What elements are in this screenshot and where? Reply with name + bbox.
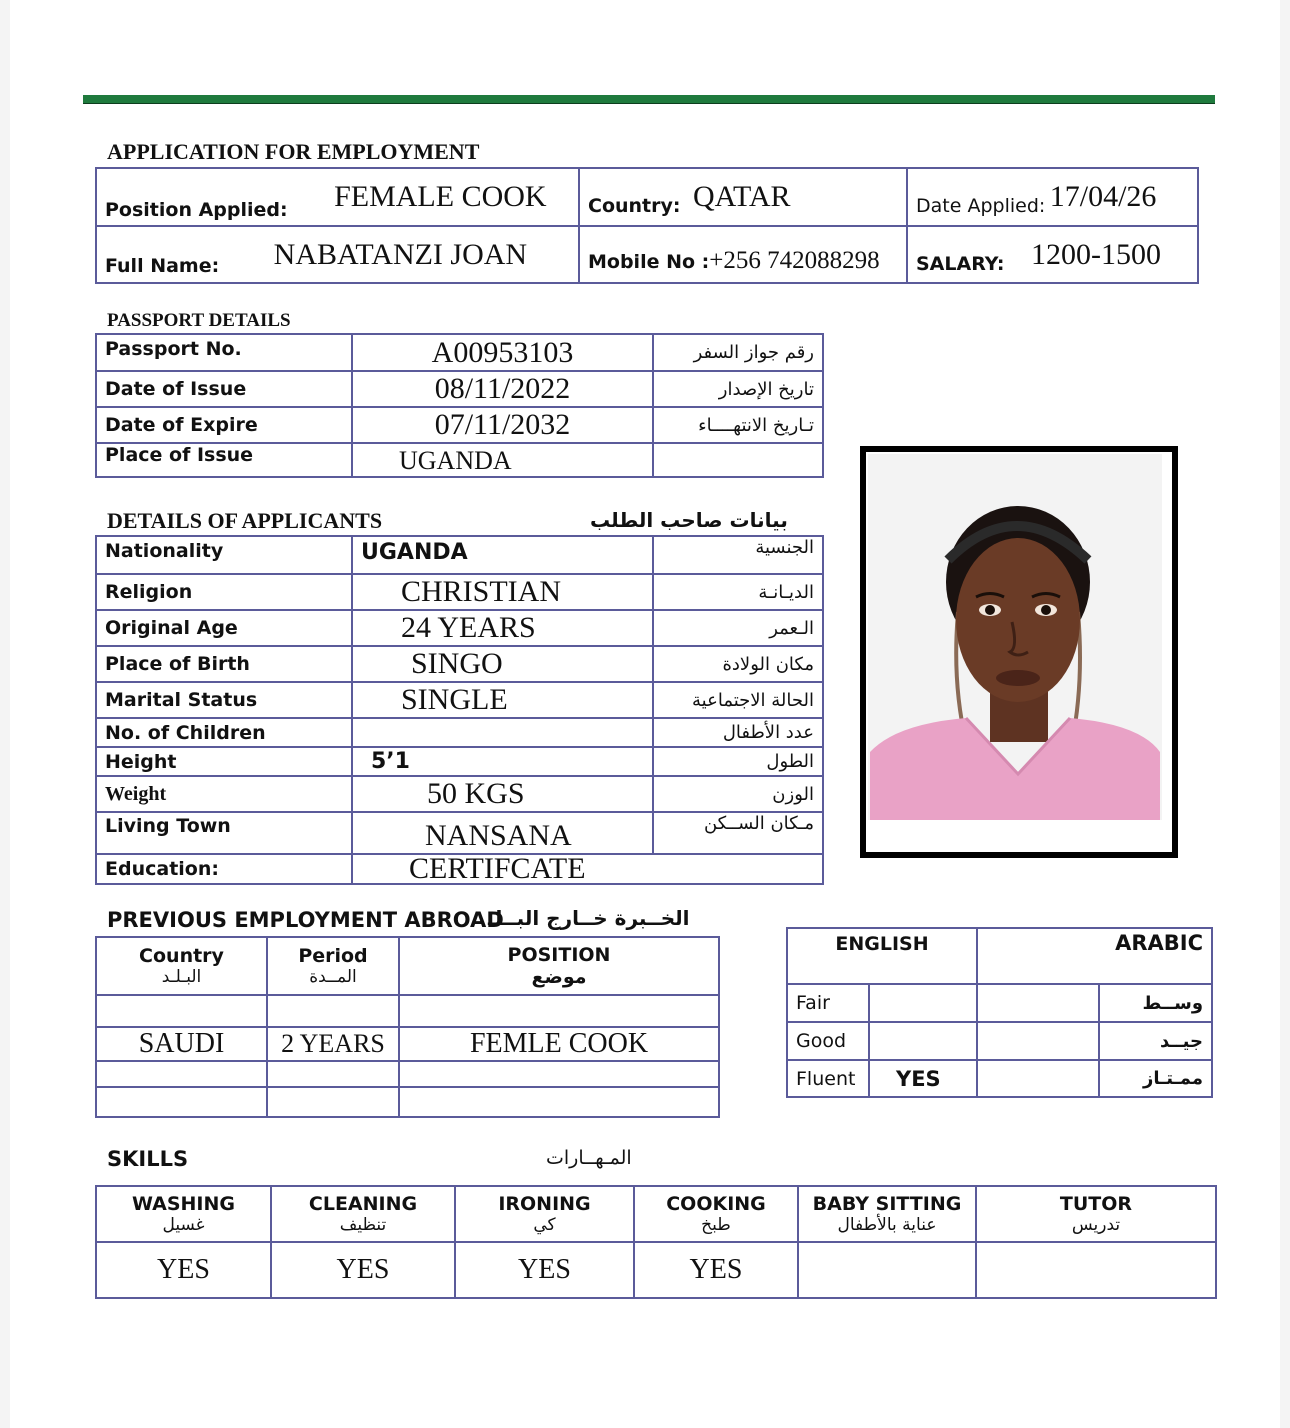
language-arabic-value <box>977 1060 1099 1097</box>
expire-date-ar: تـاريخ الانتهــــاء <box>653 407 823 443</box>
skills-section-title: SKILLS <box>107 1147 189 1171</box>
skill-babysitting-en: BABY SITTING <box>812 1193 962 1215</box>
employment-col-period-en: Period <box>298 945 368 967</box>
language-table <box>786 927 1213 1098</box>
header-green-bar <box>83 95 1215 104</box>
applicant-row <box>96 854 823 884</box>
language-arabic-header: ARABIC <box>977 928 1212 984</box>
birthplace-label: Place of Birth <box>96 646 352 682</box>
employment-table <box>95 936 720 1118</box>
employment-col-country-en: Country <box>139 945 224 967</box>
employment-row <box>96 1061 719 1087</box>
age-ar: الـعمر <box>653 610 823 646</box>
salary-value: 1200-1500 <box>1030 237 1161 271</box>
employment-period <box>267 995 399 1027</box>
applicant-section-title-ar: بيانات صاحب الطلب <box>590 508 788 532</box>
employment-period: 2 YEARS <box>267 1027 399 1061</box>
header-table <box>95 167 1199 284</box>
weight-value: 50 KGS <box>352 776 653 812</box>
skill-tutor-ar: تدريس <box>1071 1215 1121 1235</box>
religion-label: Religion <box>96 574 352 610</box>
skill-babysitting-ar: عناية بالأطفال <box>837 1215 937 1235</box>
employment-col-position <box>399 937 719 995</box>
skill-babysitting-value <box>798 1242 976 1298</box>
skill-washing-en: WASHING <box>132 1193 235 1215</box>
issue-date-value: 08/11/2022 <box>352 371 653 407</box>
skill-cleaning-header <box>271 1186 455 1242</box>
language-header-row <box>787 928 1212 984</box>
applicant-row <box>96 718 823 747</box>
skill-ironing-value: YES <box>455 1242 634 1298</box>
education-label: Education: <box>96 854 352 884</box>
employment-country <box>96 1087 267 1117</box>
passport-row <box>96 371 823 407</box>
skill-cleaning-en: CLEANING <box>308 1193 418 1215</box>
education-value: CERTIFCATE <box>352 854 823 884</box>
issue-date-label: Date of Issue <box>96 371 352 407</box>
nationality-value: UGANDA <box>352 536 653 574</box>
mobile-cell <box>579 226 907 283</box>
date-label: Date Applied: <box>916 195 1046 217</box>
skill-tutor-header <box>976 1186 1216 1242</box>
fullname-value: NABATANZI JOAN <box>273 237 528 271</box>
height-ar: الطول <box>653 747 823 776</box>
employment-col-period <box>267 937 399 995</box>
employment-section-title-ar: الخــبرة خــارج البــلـ <box>488 906 690 930</box>
applicant-photo-frame <box>860 446 1178 858</box>
employment-country: SAUDI <box>96 1027 267 1061</box>
applicant-section-title: DETAILS OF APPLICANTS <box>107 508 383 533</box>
skill-washing-header <box>96 1186 271 1242</box>
language-arabic-value <box>977 1022 1099 1060</box>
weight-ar: الوزن <box>653 776 823 812</box>
living-town-ar: مـكان الســكن <box>653 812 823 854</box>
employment-row <box>96 1087 719 1117</box>
birthplace-ar: مكان الولادة <box>653 646 823 682</box>
skill-washing-value: YES <box>96 1242 271 1298</box>
employment-period <box>267 1087 399 1117</box>
applicant-row <box>96 646 823 682</box>
passport-row <box>96 443 823 477</box>
application-form-page <box>10 0 1280 1428</box>
skills-table <box>95 1185 1217 1299</box>
nationality-ar: الجنسية <box>653 536 823 574</box>
height-value: 5’1 <box>352 747 653 776</box>
marital-label: Marital Status <box>96 682 352 718</box>
language-level-ar: ممـتـاز <box>1099 1060 1212 1097</box>
fullname-label: Full Name: <box>105 254 220 277</box>
height-label: Height <box>96 747 352 776</box>
salary-label: SALARY: <box>916 252 1005 275</box>
skills-header-row <box>96 1186 1216 1242</box>
employment-row <box>96 1027 719 1061</box>
children-value <box>352 718 653 747</box>
passport-row <box>96 407 823 443</box>
form-title: APPLICATION FOR EMPLOYMENT <box>107 139 480 164</box>
employment-country <box>96 1061 267 1087</box>
language-level: Fluent <box>787 1060 869 1097</box>
weight-label: Weight <box>96 776 352 812</box>
skill-cooking-en: COOKING <box>666 1193 766 1215</box>
applicant-row <box>96 776 823 812</box>
employment-position <box>399 995 719 1027</box>
skills-value-row <box>96 1242 1216 1298</box>
place-of-issue-value: UGANDA <box>352 443 653 477</box>
employment-period <box>267 1061 399 1087</box>
employment-position: FEMLE COOK <box>399 1027 719 1061</box>
employment-col-period-ar: المــدة <box>309 967 357 987</box>
skill-ironing-ar: كي <box>533 1215 556 1235</box>
skill-ironing-en: IRONING <box>498 1193 591 1215</box>
language-row <box>787 1060 1212 1097</box>
age-label: Original Age <box>96 610 352 646</box>
language-row <box>787 1022 1212 1060</box>
applicant-table <box>95 535 824 885</box>
skill-cooking-header <box>634 1186 798 1242</box>
expire-date-value: 07/11/2032 <box>352 407 653 443</box>
position-label: Position Applied: <box>105 199 288 221</box>
issue-date-ar: تاريخ الإصدار <box>653 371 823 407</box>
employment-col-position-ar: موضع <box>531 966 587 988</box>
place-of-issue-label: Place of Issue <box>96 443 352 477</box>
skill-tutor-en: TUTOR <box>1059 1193 1133 1215</box>
applicant-photo <box>866 452 1172 852</box>
language-level: Fair <box>787 984 869 1022</box>
nationality-label: Nationality <box>96 536 352 574</box>
passport-no-label: Passport No. <box>96 334 352 371</box>
date-value: 17/04/26 <box>1049 180 1157 213</box>
language-level-ar: جيــد <box>1099 1022 1212 1060</box>
marital-value: SINGLE <box>352 682 653 718</box>
children-label: No. of Children <box>96 718 352 747</box>
country-value: QATAR <box>692 180 791 213</box>
language-english-value <box>869 984 977 1022</box>
employment-country <box>96 995 267 1027</box>
skill-cleaning-ar: تنظيف <box>339 1215 387 1235</box>
employment-section-title: PREVIOUS EMPLOYMENT ABROAD <box>107 908 504 932</box>
language-english-value <box>869 1022 977 1060</box>
place-of-issue-ar <box>653 443 823 477</box>
skill-cleaning-value: YES <box>271 1242 455 1298</box>
passport-table <box>95 333 824 478</box>
applicant-row <box>96 574 823 610</box>
applicant-row <box>96 682 823 718</box>
living-town-label: Living Town <box>96 812 352 854</box>
language-english-value: YES <box>869 1060 977 1097</box>
passport-no-ar: رقم جواز السفر <box>653 334 823 371</box>
expire-date-label: Date of Expire <box>96 407 352 443</box>
country-label: Country: <box>588 195 681 217</box>
passport-section-title: PASSPORT DETAILS <box>107 310 291 331</box>
employment-col-position-en: POSITION <box>507 944 611 966</box>
applicant-row <box>96 812 823 854</box>
employment-col-country-ar: البـلـد <box>161 967 202 987</box>
skill-cooking-ar: طبخ <box>701 1215 731 1235</box>
marital-ar: الحالة الاجتماعية <box>653 682 823 718</box>
applicant-row <box>96 536 823 574</box>
language-row <box>787 984 1212 1022</box>
date-cell <box>907 168 1198 226</box>
passport-row <box>96 334 823 371</box>
fullname-cell <box>96 226 579 283</box>
employment-position <box>399 1061 719 1087</box>
skills-section-title-ar: المـهــارات <box>546 1147 632 1169</box>
applicant-row <box>96 610 823 646</box>
language-level: Good <box>787 1022 869 1060</box>
living-town-value: NANSANA <box>352 812 653 854</box>
skill-ironing-header <box>455 1186 634 1242</box>
skill-babysitting-header <box>798 1186 976 1242</box>
employment-col-country <box>96 937 267 995</box>
religion-ar: الديـانـة <box>653 574 823 610</box>
employment-row <box>96 995 719 1027</box>
mobile-value: +256 742088298 <box>709 246 880 274</box>
employment-header-row <box>96 937 719 995</box>
mobile-label: Mobile No : <box>588 250 710 273</box>
employment-position <box>399 1087 719 1117</box>
children-ar: عدد الأطفال <box>653 718 823 747</box>
skill-cooking-value: YES <box>634 1242 798 1298</box>
country-cell <box>579 168 907 226</box>
salary-cell <box>907 226 1198 283</box>
position-value: FEMALE COOK <box>334 180 547 213</box>
applicant-row <box>96 747 823 776</box>
birthplace-value: SINGO <box>352 646 653 682</box>
language-arabic-value <box>977 984 1099 1022</box>
language-english-header: ENGLISH <box>787 928 977 984</box>
passport-no-value: A00953103 <box>352 334 653 371</box>
skill-washing-ar: غسيل <box>162 1215 205 1235</box>
skill-tutor-value <box>976 1242 1216 1298</box>
age-value: 24 YEARS <box>352 610 653 646</box>
position-cell <box>96 168 579 226</box>
religion-value: CHRISTIAN <box>352 574 653 610</box>
language-level-ar: وســط <box>1099 984 1212 1022</box>
